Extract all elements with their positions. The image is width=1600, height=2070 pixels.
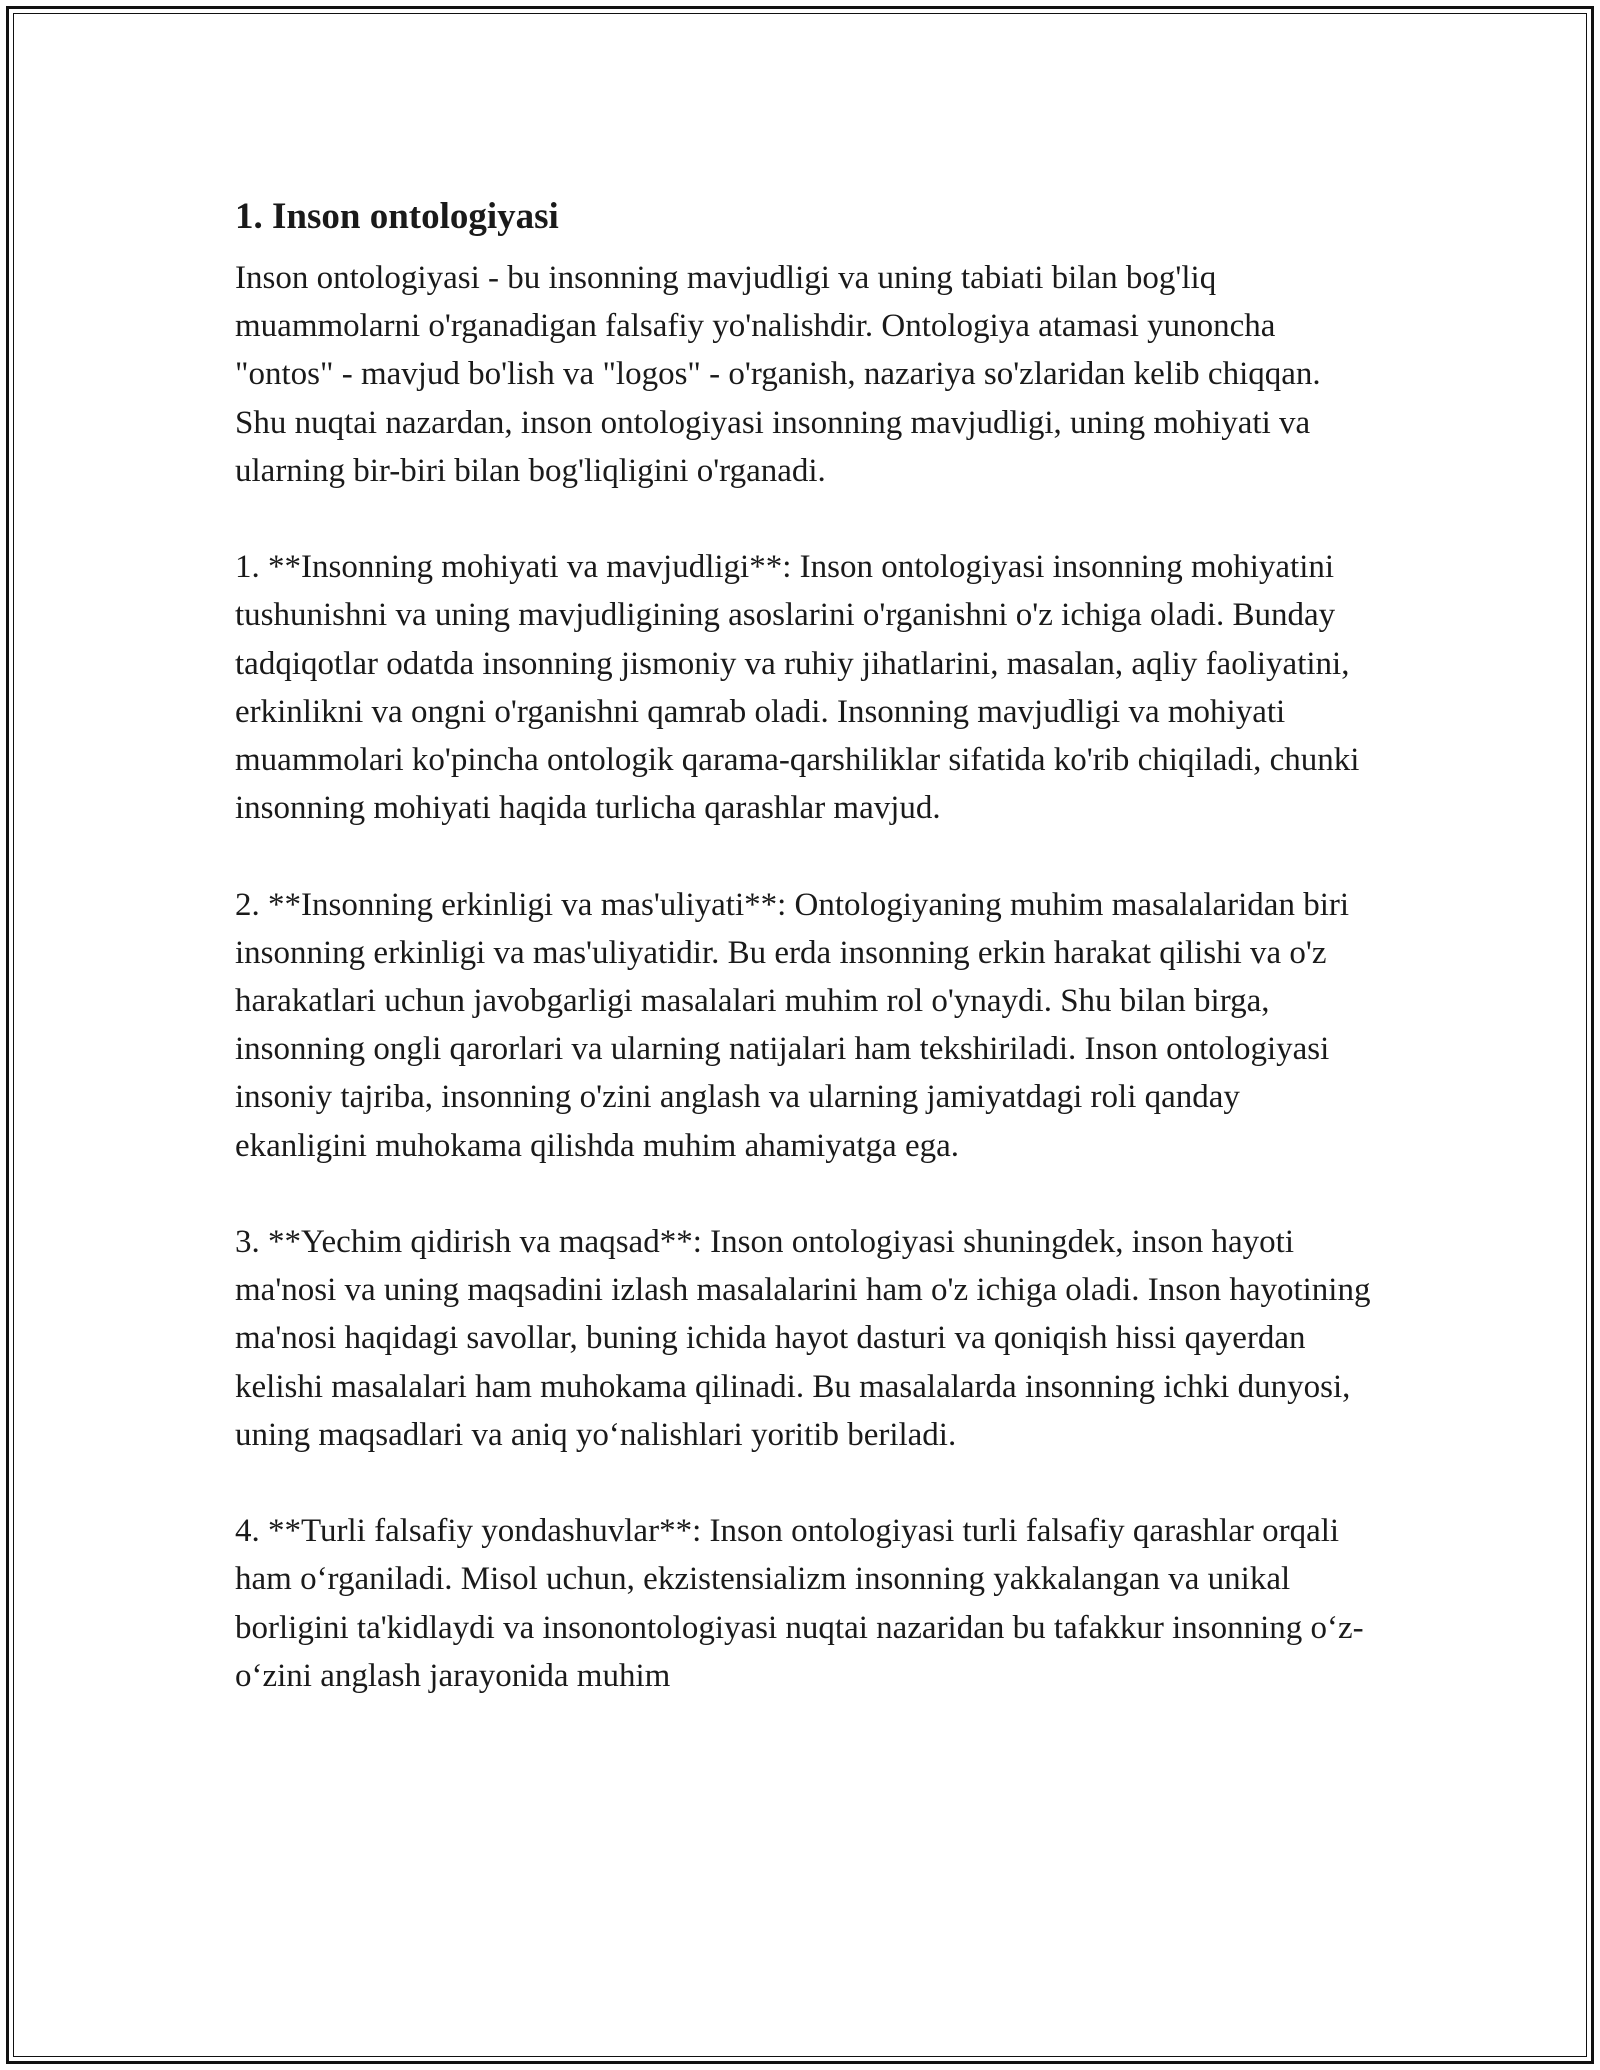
intro-paragraph: Inson ontologiyasi - bu insonning mavjudligi va uning tabiati bilan bog'liq muammolarni o'rganadigan falsafiy yo'nalishdir. Ontologiya atamasi yunoncha "ontos" - mavjud bo'lish va "logos" - o'rganish, nazariya so'zlaridan kelib chiqqan. Shu nuqtai nazardan, inson ontologiyasi insonning mavjudligi, uning mohiyati va ularning bir-biri bilan bog'liqligini o'rganadi. [235,260,1321,489]
list-item-paragraph-1: 1. **Insonning mohiyati va mavjudligi**: Inson ontologiyasi insonning mohiyatini tushunishni va uning mavjudligining asoslarini o'rganishni o'z ichiga oladi. Bunday tadqiqotlar odatda insonning jismoniy va ruhiy jihatlarini, masalan, aqliy faoliyatini, erkinlikni va ongni o'rganishni qamrab oladi. Insonning mavjudligi va mohiyati muammolari ko'pincha ontologik qarama-qarshiliklar sifatida ko'rib chiqiladi, chunki insonning mohiyati haqida turlicha qarashlar mavjud. [235,549,1360,827]
list-item-paragraph-3: 3. **Yechim qidirish va maqsad**: Inson ontologiyasi shuningdek, inson hayoti ma'nosi va uning maqsadini izlash masalalarini ham o'z ichiga oladi. Inson hayotining ma'nosi haqidagi savollar, buning ichida hayot dasturi va qoniqish hissi qayerdan kelishi masalalari ham muhokama qilinadi. Bu masalalarda insonning ichki dunyosi, uning maqsadlari va aniq yo‘nalishlari yoritib beriladi. [235,1224,1371,1453]
section-heading: 1. Inson ontologiyasi [235,196,559,237]
list-item-paragraph-4: 4. **Turli falsafiy yondashuvlar**: Inson ontologiyasi turli falsafiy qarashlar orqali ham o‘rganiladi. Misol uchun, ekzistensializm insonning yakkalangan va unikal borligini ta'kidlaydi va insonontologiyasi nuqtai nazaridan bu tafakkur insonning o‘z-o‘zini anglash jarayonida muhim [235,1513,1364,1694]
list-item-paragraph-2: 2. **Insonning erkinligi va mas'uliyati**: Ontologiyaning muhim masalalaridan biri insonning erkinligi va mas'uliyatidir. Bu erda insonning erkin harakat qilishi va o'z harakatlari uchun javobgarligi masalalari muhim rol o'ynaydi. Shu bilan birga, insonning ongli qarorlari va ularning natijalari ham tekshiriladi. Inson ontologiyasi insoniy tajriba, insonning o'zini anglash va ularning jamiyatdagi roli qanday ekanligini muhokama qilishda muhim ahamiyatga ega. [235,886,1350,1164]
document-body [235,180,1375,1700]
